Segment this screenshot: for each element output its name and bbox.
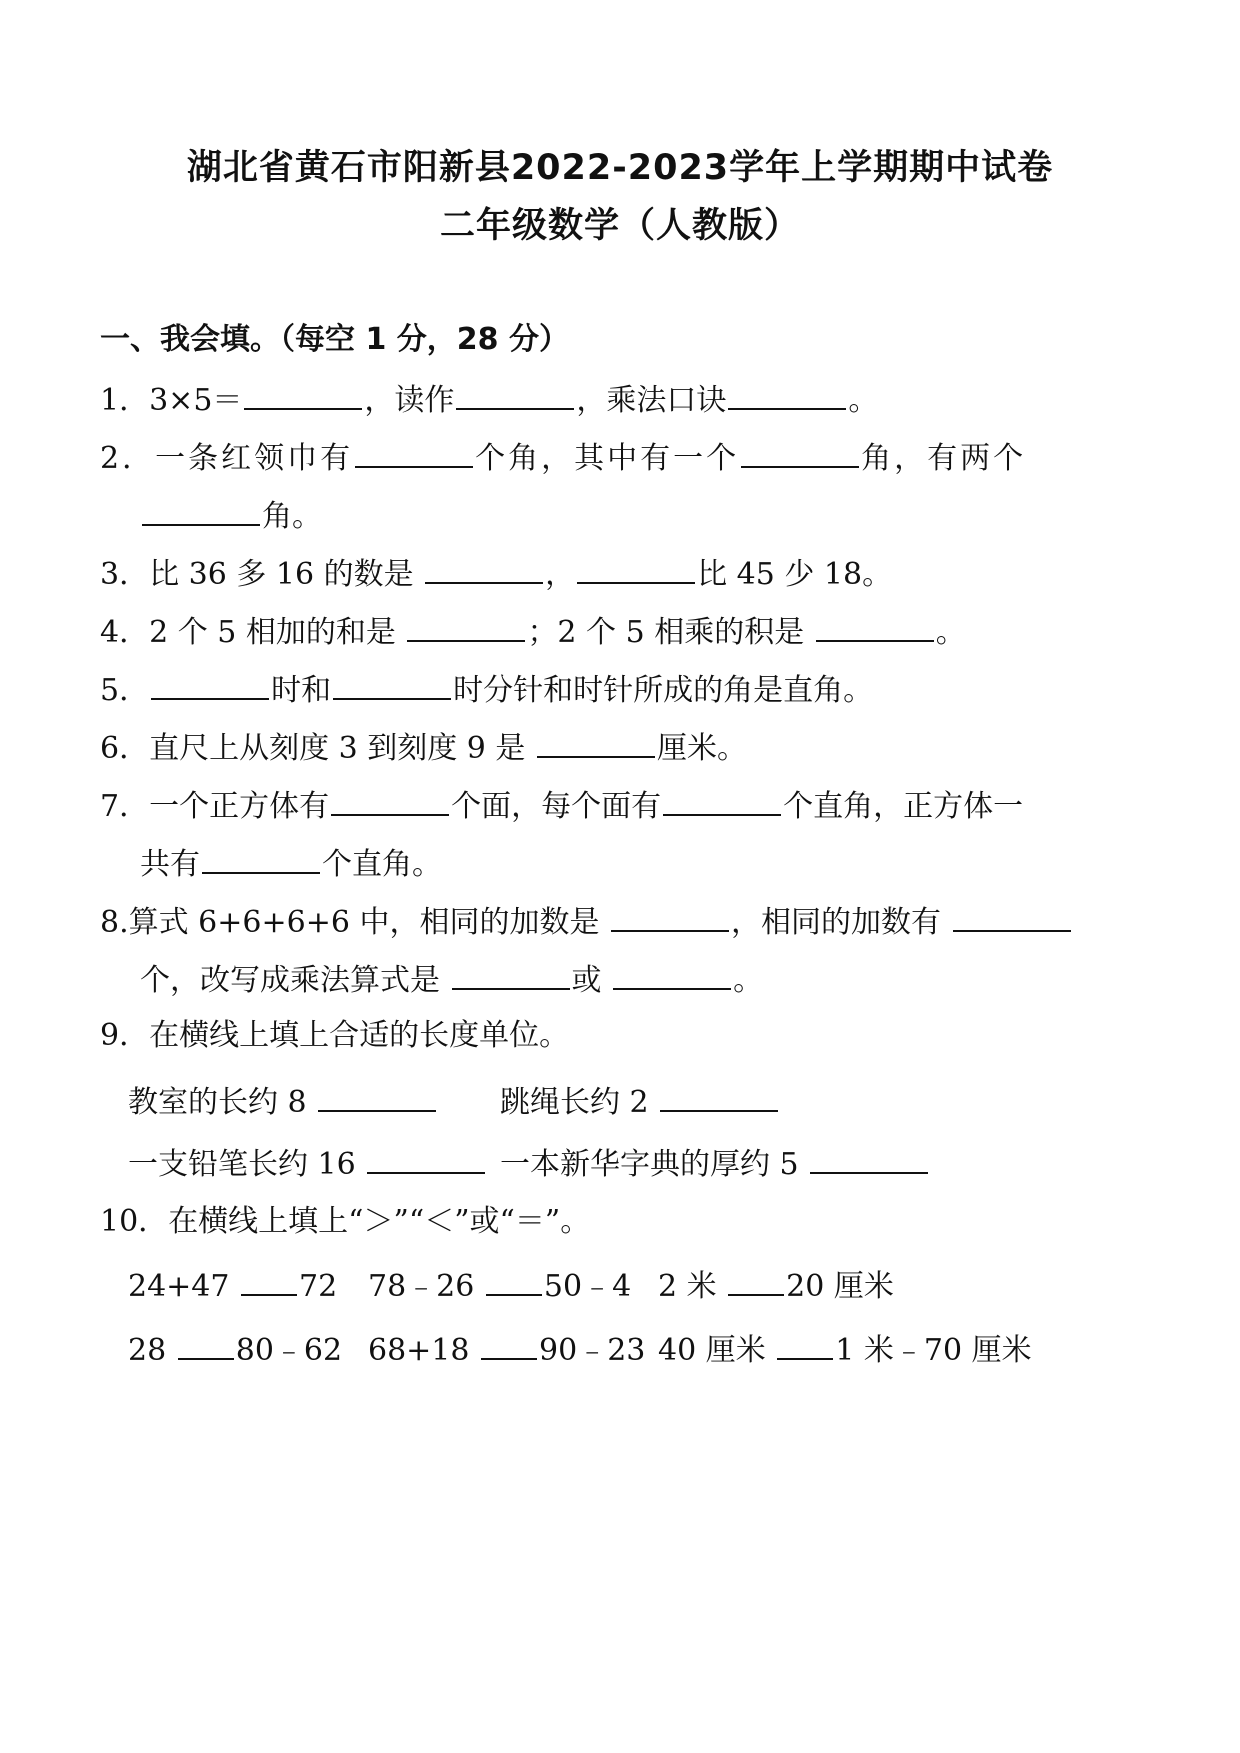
- question-number: 1．: [100, 383, 150, 418]
- question-text: ，相同的加数有: [731, 905, 942, 940]
- question-text: 在横线上填上“＞”“＜”或“＝”。: [168, 1204, 591, 1239]
- answer-blank[interactable]: [425, 552, 543, 584]
- answer-blank[interactable]: [810, 1142, 928, 1174]
- compare-blank[interactable]: [241, 1264, 297, 1296]
- compare-right: 80﹣62: [235, 1333, 343, 1368]
- question-number: 6．: [100, 731, 150, 766]
- question-number: 10．: [100, 1204, 169, 1239]
- question-10: [100, 1202, 590, 1242]
- question-7: [100, 784, 1023, 827]
- question-text: 在横线上填上合适的长度单位。: [149, 1018, 570, 1053]
- answer-blank[interactable]: [953, 900, 1071, 932]
- answer-blank[interactable]: [244, 378, 362, 410]
- compare-item: [128, 1328, 342, 1371]
- compare-blank[interactable]: [486, 1264, 542, 1296]
- answer-blank[interactable]: [660, 1080, 778, 1112]
- compare-left: 40 厘米: [658, 1333, 766, 1368]
- answer-blank[interactable]: [318, 1080, 436, 1112]
- answer-blank[interactable]: [816, 610, 934, 642]
- question-text: 比 36 多 16 的数是: [149, 557, 414, 592]
- compare-right: 90﹣23: [539, 1333, 646, 1368]
- question-number: 3．: [100, 557, 150, 592]
- question-text: 3×5＝: [149, 383, 243, 418]
- compare-blank[interactable]: [481, 1328, 537, 1360]
- answer-blank[interactable]: [367, 1142, 485, 1174]
- q9-item-d: [500, 1142, 930, 1185]
- question-text: 直尺上从刻度 3 到刻度 9 是: [149, 731, 526, 766]
- section-heading: 一、我会填。（每空 1 分，28 分）: [100, 322, 569, 357]
- compare-right: 20 厘米: [786, 1269, 894, 1304]
- compare-left: 68+18: [368, 1333, 470, 1368]
- page-title: 湖北省黄石市阳新县2022-2023学年上学期期中试卷: [186, 148, 1054, 188]
- compare-left: 24+47: [128, 1269, 230, 1304]
- answer-blank[interactable]: [537, 726, 655, 758]
- q9-item-c: [128, 1142, 487, 1185]
- question-text: ，读作: [364, 383, 455, 418]
- question-text: ，: [545, 557, 576, 592]
- question-2-cont: [140, 494, 322, 537]
- question-text: 个，改写成乘法算式是: [140, 963, 440, 998]
- compare-right: 1 米﹣70 厘米: [835, 1333, 1032, 1368]
- question-text: 2 个 5 相加的和是: [149, 615, 396, 650]
- question-text: 角。: [262, 499, 322, 534]
- question-text: 。: [733, 963, 764, 998]
- question-text: 教室的长约 8: [128, 1085, 307, 1120]
- question-text: 或: [571, 963, 602, 998]
- compare-item: [658, 1328, 1032, 1371]
- question-4: [100, 610, 966, 653]
- question-text: 。: [935, 615, 966, 650]
- compare-left: 2 米: [658, 1269, 717, 1304]
- answer-blank[interactable]: [663, 784, 781, 816]
- answer-blank[interactable]: [151, 668, 269, 700]
- compare-right: 50﹣4: [543, 1269, 632, 1304]
- answer-blank[interactable]: [728, 378, 846, 410]
- question-number: 7．: [100, 789, 150, 824]
- answer-blank[interactable]: [613, 958, 731, 990]
- answer-blank[interactable]: [741, 436, 859, 468]
- question-text: 时分针和时针所成的角是直角。: [453, 673, 874, 708]
- answer-blank[interactable]: [355, 436, 473, 468]
- compare-item: [658, 1264, 894, 1307]
- answer-blank[interactable]: [202, 842, 320, 874]
- question-text: 一条红领巾有: [155, 441, 354, 476]
- compare-right: 72: [299, 1269, 338, 1304]
- compare-blank[interactable]: [728, 1264, 784, 1296]
- question-text: 跳绳长约 2: [500, 1085, 649, 1120]
- q9-item-b: [500, 1080, 780, 1123]
- question-text: 共有: [140, 847, 200, 882]
- question-text: 一个正方体有: [149, 789, 330, 824]
- answer-blank[interactable]: [452, 958, 570, 990]
- compare-blank[interactable]: [178, 1328, 234, 1360]
- page-subtitle: 二年级数学（人教版）: [439, 206, 800, 246]
- answer-blank[interactable]: [142, 494, 260, 526]
- question-number: 2．: [100, 441, 156, 476]
- question-6: [100, 726, 747, 769]
- answer-blank[interactable]: [456, 378, 574, 410]
- question-number: 9．: [100, 1018, 150, 1053]
- question-number: 4．: [100, 615, 150, 650]
- question-text: 个直角，正方体一: [783, 789, 1024, 824]
- compare-item: [368, 1328, 645, 1371]
- question-text: 。: [848, 383, 879, 418]
- answer-blank[interactable]: [331, 784, 449, 816]
- question-text: ；2 个 5 相乘的积是: [527, 615, 805, 650]
- question-text: 个角，其中有一个: [475, 441, 740, 476]
- question-text: 个面，每个面有: [451, 789, 662, 824]
- question-text: 个直角。: [322, 847, 442, 882]
- question-text: 算式 6+6+6+6 中，相同的加数是: [128, 905, 600, 940]
- compare-left: 78﹣26: [368, 1269, 475, 1304]
- question-1: [100, 378, 878, 421]
- compare-left: 28: [128, 1333, 167, 1368]
- question-text: 厘米。: [656, 731, 747, 766]
- question-7-cont: [140, 842, 442, 885]
- answer-blank[interactable]: [333, 668, 451, 700]
- question-5: [100, 668, 873, 711]
- question-text: 比 45 少 18。: [697, 557, 893, 592]
- question-number: 8.: [100, 905, 129, 940]
- question-text: 时和: [271, 673, 332, 708]
- question-text: 一支铅笔长约 16: [128, 1147, 356, 1182]
- compare-item: [128, 1264, 337, 1307]
- question-text: 角，有两个: [861, 441, 1027, 476]
- question-3: [100, 552, 892, 595]
- compare-item: [368, 1264, 631, 1307]
- answer-blank[interactable]: [407, 610, 525, 642]
- question-text: ，乘法口诀: [576, 383, 727, 418]
- q9-item-a: [128, 1080, 438, 1123]
- answer-blank[interactable]: [577, 552, 695, 584]
- question-8: [100, 900, 1073, 943]
- question-8-cont: [140, 958, 763, 1001]
- answer-blank[interactable]: [611, 900, 729, 932]
- question-number: 5．: [100, 673, 150, 708]
- compare-blank[interactable]: [777, 1328, 833, 1360]
- question-text: 一本新华字典的厚约 5: [500, 1147, 799, 1182]
- question-2: [100, 436, 1026, 479]
- question-9: [100, 1016, 569, 1056]
